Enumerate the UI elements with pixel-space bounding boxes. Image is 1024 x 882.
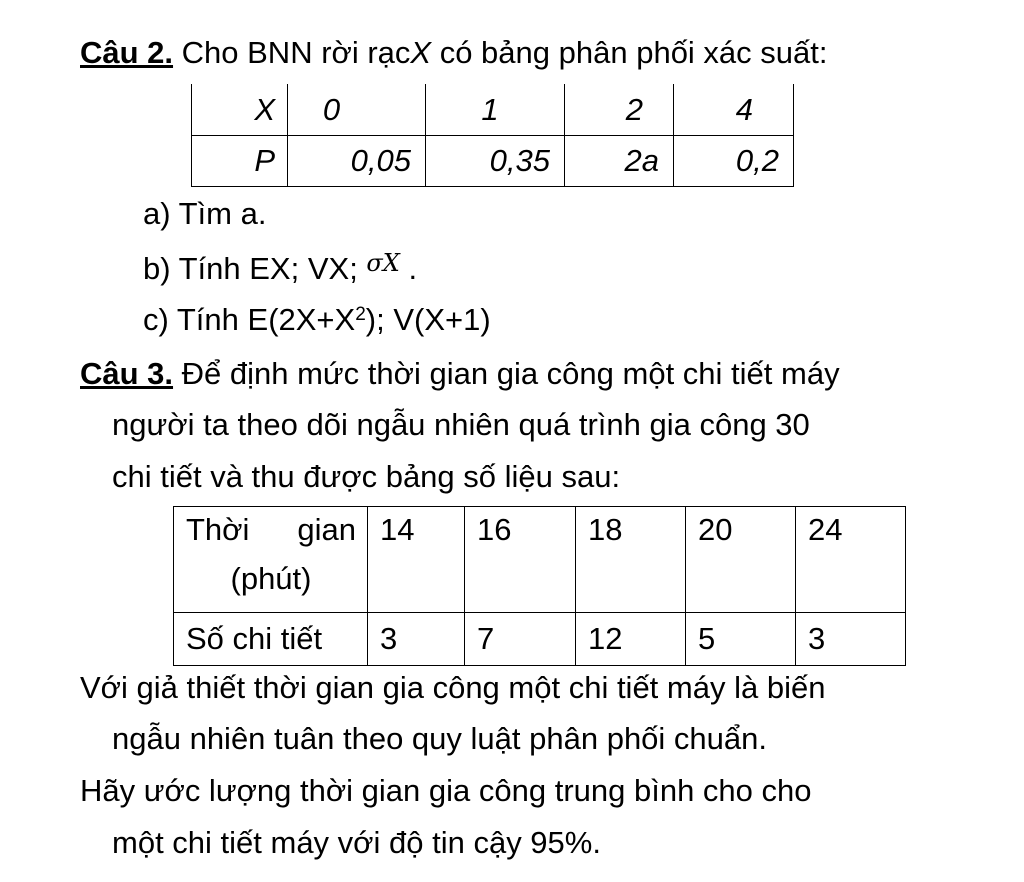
q2-heading: [80, 34, 828, 71]
count-value: 3: [368, 613, 465, 666]
q2-label: Câu 2.: [80, 35, 174, 70]
part-c-sup: 2: [355, 304, 366, 325]
q3-para1-line1: Với giả thiết thời gian gia công một chi tiết máy là biến: [80, 670, 826, 705]
x-value: 1: [426, 84, 565, 135]
header-time-unit: (phút): [230, 561, 312, 597]
q3-line1: Để định mức thời gian gia công một chi tiết máy: [173, 356, 840, 391]
table-row: [174, 507, 906, 613]
q3-para2-line2: một chi tiết máy với độ tin cậy 95%.: [112, 825, 601, 860]
p-value: 2a: [565, 135, 674, 186]
count-value: 3: [796, 613, 906, 666]
time-value: 24: [796, 507, 906, 613]
time-value: 18: [576, 507, 686, 613]
q3-para1-line2: ngẫu nhiên tuân theo quy luật phân phối chuẩn.: [112, 721, 767, 756]
count-value: 12: [576, 613, 686, 666]
table-row: [192, 135, 794, 186]
x-value: 4: [674, 84, 794, 135]
p-value: 0,35: [426, 135, 565, 186]
data-table: [173, 506, 906, 666]
part-c-pre: c) Tính E(2X+X: [143, 302, 356, 337]
q2-part-b: [143, 250, 417, 287]
q3-heading: [80, 355, 840, 392]
header-time: [174, 507, 368, 613]
count-value: 7: [465, 613, 576, 666]
q2-intro-rest: có bảng phân phối xác suất:: [431, 35, 828, 70]
header-p: P: [192, 135, 288, 186]
table-row: [174, 613, 906, 666]
time-value: 14: [368, 507, 465, 613]
q2-intro: Cho BNN rời rạc: [173, 35, 411, 70]
header-time-a: Thời: [186, 512, 250, 547]
x-value: 2: [565, 84, 674, 135]
p-value: 0,2: [674, 135, 794, 186]
sigma-x-formula: σX: [366, 249, 400, 277]
count-value: 5: [686, 613, 796, 666]
x-value: 0: [288, 84, 426, 135]
q3-label: Câu 3.: [80, 356, 174, 391]
p-value: 0,05: [288, 135, 426, 186]
q2-part-c: [143, 301, 491, 338]
header-x: X: [192, 84, 288, 135]
q3-line3: chi tiết và thu được bảng số liệu sau:: [112, 459, 621, 494]
header-time-b: gian: [297, 512, 356, 547]
header-count: Số chi tiết: [174, 613, 368, 666]
time-value: 20: [686, 507, 796, 613]
q2-var: X: [410, 35, 432, 70]
part-b-text: b) Tính EX; VX;: [143, 251, 367, 286]
q3-para2-line1: Hãy ước lượng thời gian gia công trung bình cho cho: [80, 773, 812, 808]
q3-line2: người ta theo dõi ngẫu nhiên quá trình gia công 30: [112, 407, 810, 442]
q2-part-a: a) Tìm a.: [143, 196, 267, 231]
table-row: [192, 84, 794, 135]
part-c-post: ); V(X+1): [365, 302, 491, 337]
probability-table: [191, 84, 794, 187]
part-b-end: .: [399, 251, 418, 286]
time-value: 16: [465, 507, 576, 613]
